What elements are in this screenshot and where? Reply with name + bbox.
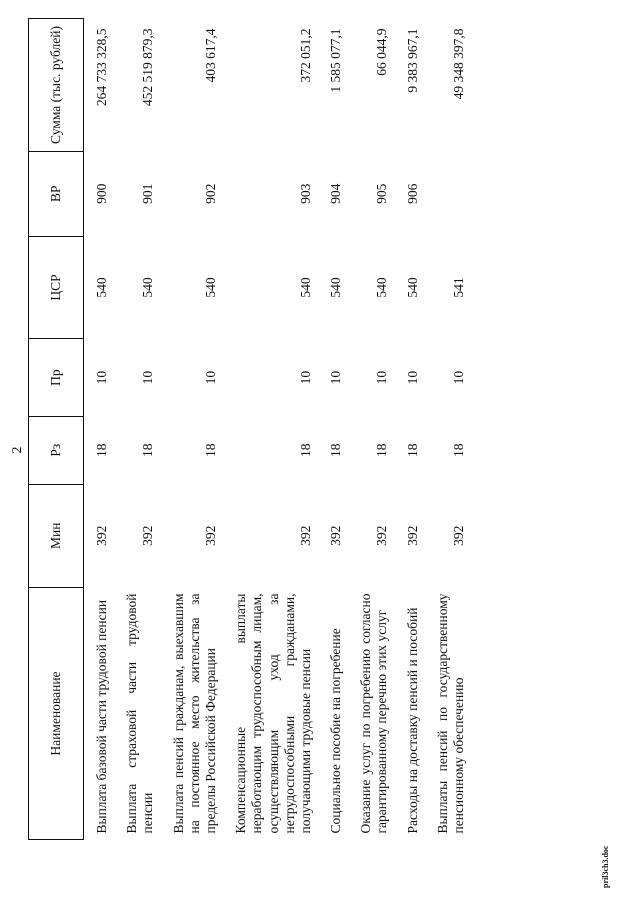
row-vr — [425, 152, 471, 237]
row-rz: 18 — [328, 443, 344, 457]
table-header-row — [29, 19, 84, 840]
row-min: 392 — [374, 525, 390, 546]
table-row — [395, 19, 425, 840]
row-name: Выплата базовой части трудовой пенсии — [94, 599, 109, 834]
row-rz: 18 — [451, 443, 466, 457]
row-vr: 902 — [202, 183, 218, 204]
row-vr: 904 — [328, 183, 344, 204]
row-pr: 10 — [404, 370, 420, 385]
row-sum: 403 617,4 — [202, 28, 218, 83]
row-rz: 18 — [374, 443, 390, 457]
row-csr: 540 — [328, 277, 344, 298]
table-row — [84, 19, 115, 840]
row-rz: 18 — [297, 443, 313, 457]
row-min: 392 — [140, 525, 156, 546]
table-row — [161, 19, 224, 840]
row-name: Расходы на доставку пенсий и пособий — [404, 607, 420, 834]
row-rz: 18 — [94, 443, 109, 457]
header-name: Наименование — [29, 588, 84, 840]
row-min: 392 — [94, 525, 109, 546]
row-min: 392 — [328, 525, 344, 546]
row-sum: 372 051,2 — [297, 28, 313, 83]
row-name: Выплата страховой части трудовой пенсии — [124, 593, 156, 834]
row-min: 392 — [297, 525, 313, 546]
table-row — [223, 19, 318, 840]
row-name: Оказание услуг по погребению согласно гарантированному перечню этих услуг — [358, 593, 390, 834]
row-csr: 541 — [451, 277, 466, 298]
row-sum: 1 585 077,1 — [328, 28, 344, 93]
row-sum: 49 348 397,8 — [451, 28, 466, 100]
row-min: 392 — [451, 525, 466, 546]
row-rz: 18 — [140, 443, 156, 457]
row-csr: 540 — [140, 277, 156, 298]
row-vr: 905 — [374, 183, 390, 204]
row-pr: 10 — [140, 370, 156, 385]
row-vr: 901 — [140, 183, 156, 204]
row-pr: 10 — [202, 370, 218, 385]
table-row — [114, 19, 160, 840]
row-pr: 10 — [451, 370, 466, 385]
page-number: 2 — [10, 446, 25, 454]
row-sum: 9 383 967,1 — [404, 28, 420, 93]
table-row — [348, 19, 394, 840]
row-rz: 18 — [202, 443, 218, 457]
table-row — [425, 19, 471, 840]
row-sum: 264 733 328,5 — [94, 28, 109, 107]
row-rz: 18 — [404, 443, 420, 457]
row-min: 392 — [404, 525, 420, 546]
budget-table — [28, 18, 471, 840]
row-csr: 540 — [374, 277, 390, 298]
row-csr: 540 — [202, 277, 218, 298]
header-sum: Сумма (тыс. рублей) — [29, 19, 84, 152]
row-sum: 66 044,9 — [374, 28, 390, 76]
row-csr: 540 — [297, 277, 313, 298]
row-pr: 10 — [297, 370, 313, 385]
row-min: 392 — [202, 525, 218, 546]
header-vr: ВР — [29, 152, 84, 237]
row-pr: 10 — [328, 370, 344, 385]
header-pr: Пр — [29, 339, 84, 416]
row-vr: 900 — [94, 183, 109, 204]
header-rz: Рз — [29, 416, 84, 484]
row-csr: 540 — [94, 277, 109, 298]
header-min: Мин — [29, 484, 84, 587]
table-row — [318, 19, 348, 840]
row-vr: 903 — [297, 183, 313, 204]
row-name: Выплаты пенсий по государственному пенсионному обеспечению — [434, 593, 466, 834]
row-vr: 906 — [404, 183, 420, 204]
row-pr: 10 — [374, 370, 390, 385]
row-name: Социальное пособие на погребение — [328, 628, 344, 834]
row-name: Компенсационные выплаты неработающим трудоспособным лицам, осуществляющим уход за нетрудоспособными гражданами, получающими трудовые пенсии — [233, 593, 313, 834]
header-csr: ЦСР — [29, 236, 84, 339]
row-sum: 452 519 879,3 — [140, 28, 156, 107]
row-pr: 10 — [94, 370, 109, 385]
file-name-footer: pril3ch3.doc — [601, 845, 610, 888]
row-csr: 540 — [404, 277, 420, 298]
row-name: Выплата пенсий гражданам, выехавшим на постоянное место жительства за пределы Российской Федерации — [170, 593, 218, 834]
